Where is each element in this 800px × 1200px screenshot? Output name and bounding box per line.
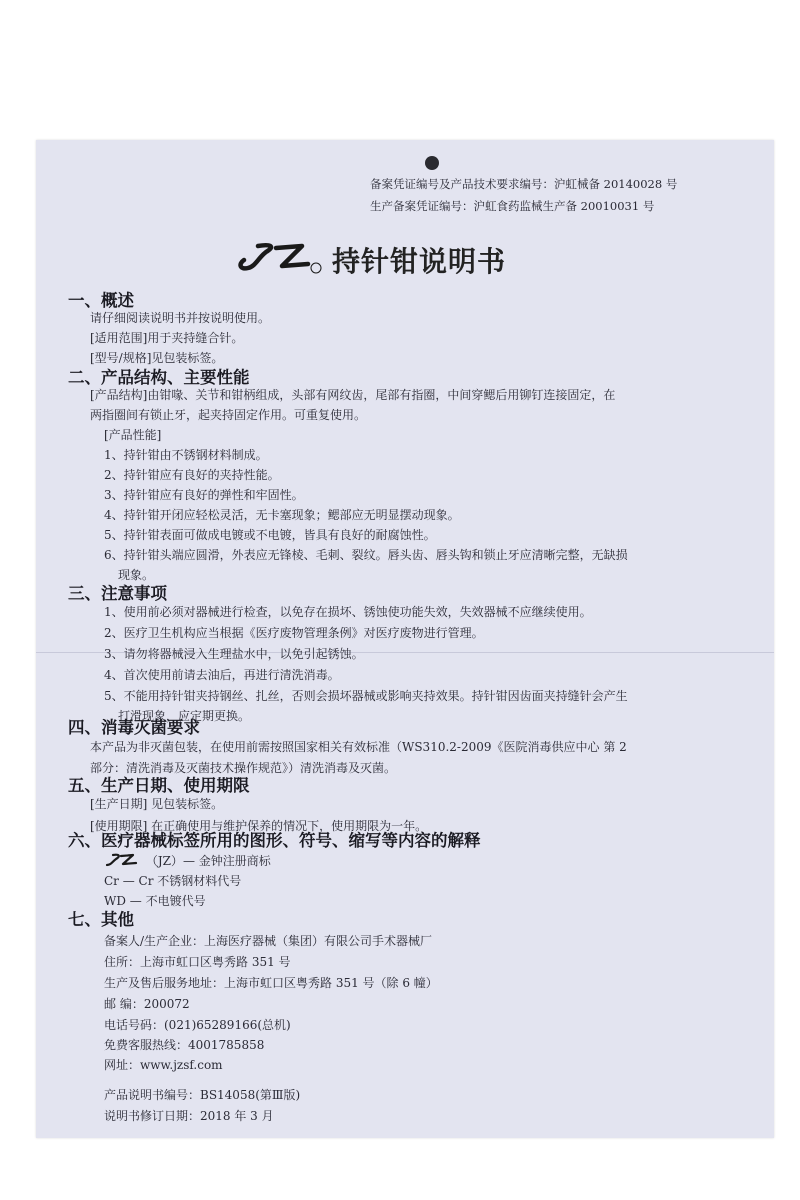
s6-line: WD — 不电镀代号 [104, 894, 206, 908]
section-6-heading: 六、医疗器械标签所用的图形、符号、缩写等内容的解释 [68, 831, 481, 850]
s3-item: 4、首次使用前请去油后，再进行清洗消毒。 [104, 668, 340, 682]
s2-item: 现象。 [118, 568, 155, 582]
s6-line: Cr — Cr 不锈钢材料代号 [104, 874, 242, 888]
s7-line: 免费客服热线：4001785858 [104, 1038, 265, 1052]
jz-logo [236, 240, 322, 280]
s2-item: 4、持针钳开闭应轻松灵活，无卡塞现象；鳃部应无明显摆动现象。 [104, 508, 460, 522]
s2-structure-line: [产品结构]由钳喙、关节和钳柄组成，头部有网纹齿，尾部有指圈，中间穿鳃后用铆钉连接固定，在 [90, 388, 616, 402]
s7-line: 住所：上海市虹口区粤秀路 351 号 [104, 955, 291, 969]
jz-small-logo [104, 856, 144, 870]
s1-line: [型号/规格]见包装标签。 [90, 351, 224, 365]
record-number: 备案凭证编号及产品技术要求编号：沪虹械备 20140028 号 [370, 177, 678, 191]
s4-line: 本产品为非灭菌包装，在使用前需按照国家相关有效标准（WS310.2-2009《医院消毒供应中心 第 2 [90, 740, 627, 754]
s4-line: 部分：清洗消毒及灭菌技术操作规范》）清洗消毒及灭菌。 [90, 761, 397, 775]
s2-structure-line: 两指圈间有锁止牙，起夹持固定作用。可重复使用。 [90, 408, 367, 422]
s2-item: 3、持针钳应有良好的弹性和牢固性。 [104, 488, 304, 502]
s6-line: （JZ）— 金钟注册商标 [145, 854, 271, 868]
s3-item: 5、不能用持针钳夹持钢丝、扎丝，否则会损坏器械或影响夹持效果。持针钳因齿面夹持缝针会产生 [104, 689, 628, 703]
s7-line: 电话号码：(021)65289166(总机) [104, 1018, 291, 1032]
binder-hole [425, 156, 439, 170]
s6-trademark-row [104, 852, 271, 870]
manual-number: 产品说明书编号：BS14058(第Ⅲ版) [104, 1088, 301, 1102]
production-record-number: 生产备案凭证编号：沪虹食药监械生产备 20010031 号 [370, 199, 655, 213]
document-title: 持针钳说明书 [332, 245, 507, 278]
s3-item: 3、请勿将器械浸入生理盐水中，以免引起锈蚀。 [104, 647, 364, 661]
s7-line: 生产及售后服务地址：上海市虹口区粤秀路 351 号（除 6 幢） [104, 976, 438, 990]
s3-item: 2、医疗卫生机构应当根据《医疗废物管理条例》对医疗废物进行管理。 [104, 626, 484, 640]
section-1-heading: 一、概述 [68, 291, 134, 310]
s3-item: 1、使用前必须对器械进行检查，以免存在损坏、锈蚀使功能失效，失效器械不应继续使用。 [104, 605, 592, 619]
s1-line: [适用范围]用于夹持缝合针。 [90, 331, 244, 345]
s2-item: 2、持针钳应有良好的夹持性能。 [104, 468, 280, 482]
section-5-heading: 五、生产日期、使用期限 [68, 776, 250, 795]
section-3-heading: 三、注意事项 [68, 584, 167, 603]
s7-line: 邮 编：200072 [104, 997, 190, 1011]
s7-line: 备案人/生产企业：上海医疗器械（集团）有限公司手术器械厂 [104, 934, 433, 948]
s5-line: [使用期限] 在正确使用与维护保养的情况下，使用期限为一年。 [90, 819, 428, 833]
revision-date: 说明书修订日期：2018 年 3 月 [104, 1109, 274, 1123]
s7-line: 网址：www.jzsf.com [104, 1058, 223, 1072]
s2-item: 5、持针钳表面可做成电镀或不电镀，皆具有良好的耐腐蚀性。 [104, 528, 436, 542]
title-row [236, 238, 506, 282]
s5-line: [生产日期] 见包装标签。 [90, 797, 224, 811]
s2-item: 1、持针钳由不锈钢材料制成。 [104, 448, 268, 462]
s2-performance-label: [产品性能] [104, 428, 162, 442]
s3-item: 打滑现象，应定期更换。 [118, 709, 251, 723]
section-7-heading: 七、其他 [68, 910, 134, 929]
section-4-heading: 四、消毒灭菌要求 [68, 718, 200, 737]
s2-item: 6、持针钳头端应圆滑，外表应无锋棱、毛刺、裂纹。唇头齿、唇头钩和锁止牙应清晰完整，无缺损 [104, 548, 628, 562]
section-2-heading: 二、产品结构、主要性能 [68, 368, 250, 387]
s1-line: 请仔细阅读说明书并按说明使用。 [90, 311, 271, 325]
